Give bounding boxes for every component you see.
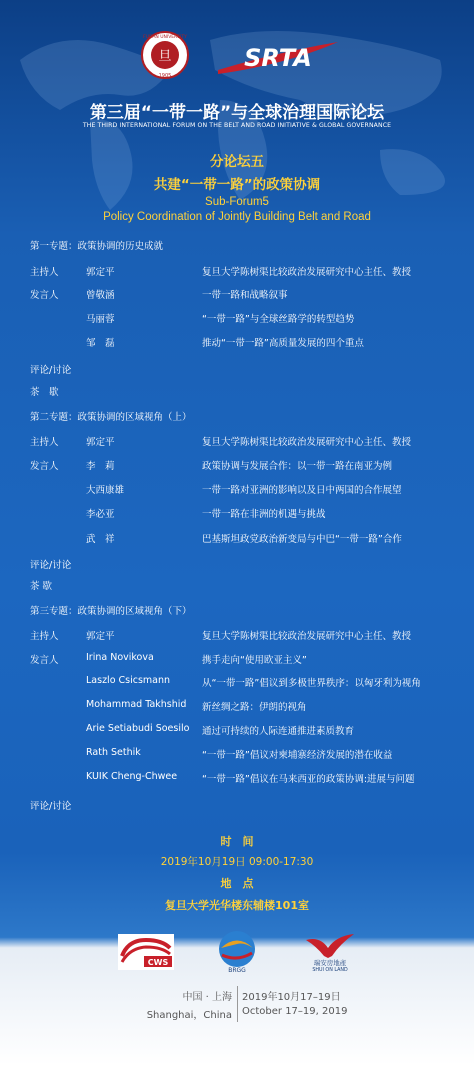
program-row-desc: 一带一路对亚洲的影响以及日中两国的合作展望 <box>202 485 402 496</box>
footer-date-cn: 2019年10月17–19日 <box>242 992 341 1003</box>
program-row-role: 评论/讨论 <box>30 365 72 376</box>
program-row-name: Laszlo Csicsmann <box>86 675 171 686</box>
time-value: 2019年10月19日 09:00-17:30 <box>160 856 314 868</box>
svg-text:1905: 1905 <box>158 73 172 79</box>
program-row-name: 郭定平 <box>86 437 115 448</box>
subforum-title-cn: 分论坛五 <box>210 154 264 170</box>
program-row-role: 评论/讨论 <box>30 560 72 571</box>
program-row-desc: “一带一路”倡议在马来西亚的政策协调:进展与问题 <box>202 774 415 785</box>
program-row-desc: 通过可持续的人际连通推进素质教育 <box>202 726 355 737</box>
program-row-desc: 复旦大学陈树渠比较政治发展研究中心主任、教授 <box>202 631 412 642</box>
program-row-role: 茶 歇 <box>30 581 53 592</box>
footer-city-cn: 中国 · 上海 <box>182 992 232 1003</box>
program-row-name: 李必亚 <box>86 509 115 520</box>
fudan-logo <box>140 30 190 80</box>
forum-title-en: THE THIRD INTERNATIONAL FORUM ON THE BELT AND ROAD INITIATIVE & GLOBAL GOVERNANCE <box>82 122 392 129</box>
program-row-name: KUIK Cheng-Chwee <box>86 771 178 782</box>
program-row-name: Rath Sethik <box>86 747 141 758</box>
program-row-role: 主持人 <box>30 437 59 448</box>
svg-text:SHUI ON LAND: SHUI ON LAND <box>312 968 348 972</box>
program-row-desc: 一带一路在非洲的机遇与挑战 <box>202 509 326 520</box>
svg-text:BRGG: BRGG <box>228 967 246 974</box>
program-row-desc: 携手走向“使用欧亚主义” <box>202 655 307 666</box>
program-row-name: 马丽蓉 <box>86 314 115 325</box>
program-row-name: Irina Novikova <box>86 652 154 663</box>
program-row-name: 大西康雄 <box>86 485 125 496</box>
time-label: 时 间 <box>220 835 254 848</box>
brgg-logo <box>214 928 260 974</box>
program-row-desc: “一带一路”倡议对柬埔寨经济发展的潜在收益 <box>202 750 393 761</box>
program-row-name: 邹 磊 <box>86 338 115 349</box>
program-row-desc: 从“一带一路”倡议到多极世界秩序：以匈牙利为视角 <box>202 678 421 689</box>
svg-text:SRTA: SRTA <box>244 44 312 72</box>
program-row-role: 主持人 <box>30 267 59 278</box>
program-row-role: 发言人 <box>30 461 59 472</box>
place-value: 复旦大学光华楼东辅楼101室 <box>165 899 309 912</box>
program-row-name: 武 祥 <box>86 534 115 545</box>
program-row-role: 第一专题：政策协调的历史成就 <box>30 241 164 252</box>
program-row-name: Arie Setiabudi Soesilo <box>86 723 190 734</box>
program-row-desc: 复旦大学陈树渠比较政治发展研究中心主任、教授 <box>202 437 412 448</box>
forum-title-cn: 第三届“一带一路”与全球治理国际论坛 <box>89 103 385 123</box>
srta-logo <box>218 40 338 76</box>
program-row-role: 第二专题：政策协调的区域视角（上） <box>30 412 192 423</box>
program-row-role: 评论/讨论 <box>30 801 72 812</box>
program-row-role: 发言人 <box>30 290 59 301</box>
program-row-desc: “一带一路”与全球丝路学的转型趋势 <box>202 314 355 325</box>
svg-text:CWS: CWS <box>147 958 169 967</box>
program-row-role: 第三专题：政策协调的区域视角（下） <box>30 606 192 617</box>
footer-city-en: Shanghai，China <box>146 1010 232 1021</box>
program-row-name: 曾敬涵 <box>86 290 115 301</box>
program-row-desc: 推动“一带一路”高质量发展的四个重点 <box>202 338 364 349</box>
place-label: 地 点 <box>220 877 254 890</box>
program-row-role: 发言人 <box>30 655 59 666</box>
program-row-desc: 新丝绸之路：伊朗的视角 <box>202 702 307 713</box>
svg-text:瑞安房地產: 瑞安房地產 <box>313 959 347 967</box>
program-row-name: 郭定平 <box>86 631 115 642</box>
shui-on-land-logo <box>302 930 358 972</box>
subforum-title-en: Sub-Forum5 <box>205 196 269 208</box>
program-row-desc: 一带一路和战略叙事 <box>202 290 288 301</box>
program-row-desc: 巴基斯坦政党政治新变局与中巴“一带一路”合作 <box>202 534 402 545</box>
cws-logo <box>118 934 174 970</box>
svg-text:旦: 旦 <box>158 49 172 64</box>
program-row-desc: 复旦大学陈树渠比较政治发展研究中心主任、教授 <box>202 267 412 278</box>
program-row-role: 茶 歇 <box>30 387 59 398</box>
theme-title-en: Policy Coordination of Jointly Building Belt and Road <box>103 211 371 223</box>
program-row-role: 主持人 <box>30 631 59 642</box>
footer-divider <box>237 986 238 1022</box>
footer-date-en: October 17–19, 2019 <box>242 1006 348 1017</box>
program-row-name: Mohammad Takhshid <box>86 699 187 710</box>
program-row-desc: 政策协调与发展合作：以一带一路在南亚为例 <box>202 461 393 472</box>
program-row-name: 李 莉 <box>86 461 115 472</box>
program-row-name: 郭定平 <box>86 267 115 278</box>
svg-text:FUDAN UNIVERSITY: FUDAN UNIVERSITY <box>143 35 187 40</box>
theme-title-cn: 共建“一带一路”的政策协调 <box>153 177 321 193</box>
